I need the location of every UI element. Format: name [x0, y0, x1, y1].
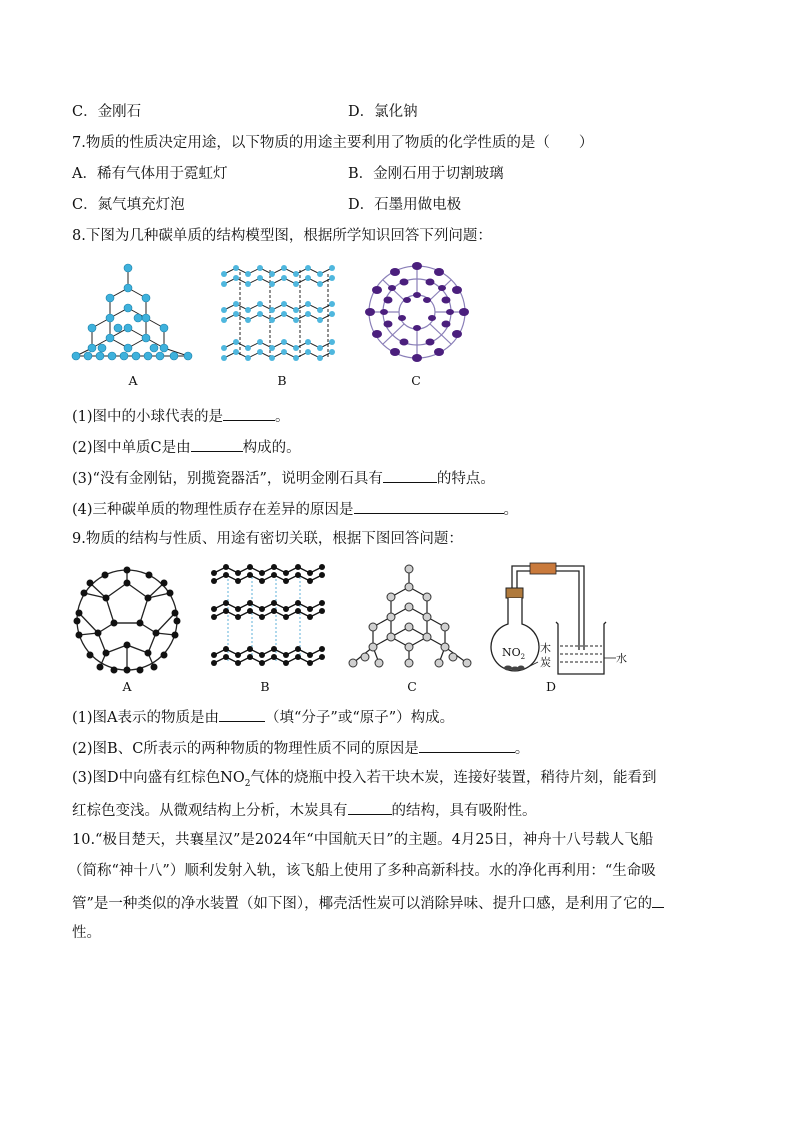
q9-sub3-end: 的结构，具有吸附性。 — [391, 803, 537, 819]
q9-sub1-text: (1)图A表示的物质是由 — [72, 710, 220, 726]
q8-sub3-blank[interactable] — [383, 467, 437, 483]
q9-label-a: A — [122, 679, 132, 694]
q9-apparatus-figure — [490, 558, 630, 682]
q10-line2: （简称“神十八”）顺利发射入轨，该飞船上使用了多种高新科技。水的净化再利用：“生命吸 — [68, 863, 656, 879]
q7-option-d: D．石墨用做电极 — [348, 197, 462, 213]
q9-sub3-text: (3)图D中向盛有红棕色NO — [72, 770, 245, 786]
q10-line1: 10.“极目楚天，共襄星汉”是2024年“中国航天日”的主题。4月25日，神舟十八号载人飞船 — [72, 832, 654, 848]
q8-sub4-blank[interactable] — [354, 498, 504, 514]
q9-sub1-end: （填“分子”或“原子”）构成。 — [265, 710, 455, 726]
q8-sub1 — [72, 405, 290, 427]
q8-sub2 — [72, 436, 301, 458]
q8-graphite-figure — [220, 262, 340, 372]
q8-sub1-text: (1)图中的小球代表的是 — [72, 409, 224, 425]
q8-diamond-figure — [70, 260, 200, 370]
q9-sub1-blank[interactable] — [219, 706, 265, 722]
q8-sub2-blank[interactable] — [191, 436, 243, 452]
q8-c60-figure — [362, 260, 472, 365]
q8-sub3-end: 的特点。 — [436, 471, 495, 487]
q8-sub2-text: (2)图中单质C是由 — [72, 440, 191, 456]
q8-stem: 8.下图为几种碳单质的结构模型图，根据所学知识回答下列问题： — [72, 228, 492, 244]
q9-stem: 9.物质的结构与性质、用途有密切关联，根据下图回答问题： — [72, 531, 463, 547]
rubber-tube-icon — [530, 563, 556, 574]
q8-sub4-text: (4)三种碳单质的物理性质存在差异的原因是 — [72, 502, 354, 518]
q7-option-b: B．金刚石用于切割玻璃 — [348, 166, 504, 182]
charcoal-label-1: 木 — [540, 642, 551, 655]
q9-sub3-text3: 红棕色变浅。从微观结构上分析，木炭具有 — [72, 803, 348, 819]
q9-label-c: C — [407, 679, 417, 694]
q9-sub2-blank[interactable] — [419, 737, 515, 753]
q9-graphite-figure — [210, 563, 325, 675]
water-label: 水 — [616, 652, 627, 665]
q8-sub1-blank[interactable] — [223, 405, 275, 421]
charcoal-label-2: 炭 — [540, 656, 551, 669]
q8-sub2-end: 构成的。 — [242, 440, 301, 456]
q10-line3 — [72, 892, 664, 914]
q6-option-c: C．金刚石 — [72, 104, 142, 120]
q9-sub2-end: 。 — [514, 741, 530, 757]
q9-c60-figure — [70, 563, 185, 678]
flask-gas-label: $NO_2$ — [502, 646, 526, 661]
q9-sub2 — [72, 737, 529, 759]
q9-label-b: B — [260, 679, 270, 694]
q9-label-d: D — [545, 679, 557, 694]
q7-option-a: A．稀有气体用于霓虹灯 — [72, 166, 228, 182]
q6-option-d: D．氯化钠 — [348, 104, 418, 120]
q8-label-b: B — [277, 373, 287, 388]
q9-sub1 — [72, 706, 454, 728]
q9-sub3-blank[interactable] — [348, 799, 392, 815]
q9-sub3-line2 — [72, 799, 537, 821]
q7-option-c: C．氮气填充灯泡 — [72, 197, 185, 213]
q10-line3-text: 管”是一种类似的净水装置（如下图），椰壳活性炭可以消除异味、提升口感，是利用了它的 — [72, 896, 653, 912]
q7-stem: 7.物质的性质决定用途，以下物质的用途主要利用了物质的化学性质的是（ ） — [72, 135, 594, 151]
q10-line4: 性。 — [72, 925, 101, 941]
q9-sub2-text: (2)图B、C所表示的两种物质的物理性质不同的原因是 — [72, 741, 419, 757]
q8-sub3-text: (3)“没有金刚钻，别揽瓷器活”，说明金刚石具有 — [72, 471, 383, 487]
q8-sub3 — [72, 467, 495, 489]
q8-label-a: A — [128, 373, 138, 388]
q10-blank[interactable] — [652, 892, 664, 908]
q8-sub4-end: 。 — [503, 502, 519, 518]
q9-sub3-subscript: 2 — [244, 778, 251, 789]
q8-sub1-end: 。 — [275, 409, 290, 425]
q9-sub3-text2: 气体的烧瓶中投入若干块木炭，连接好装置，稍待片刻，能看到 — [250, 770, 657, 786]
q9-sub3-line1 — [72, 768, 656, 794]
q8-label-c: C — [411, 373, 421, 388]
q8-sub4 — [72, 498, 518, 520]
q9-diamond-figure — [345, 563, 475, 673]
